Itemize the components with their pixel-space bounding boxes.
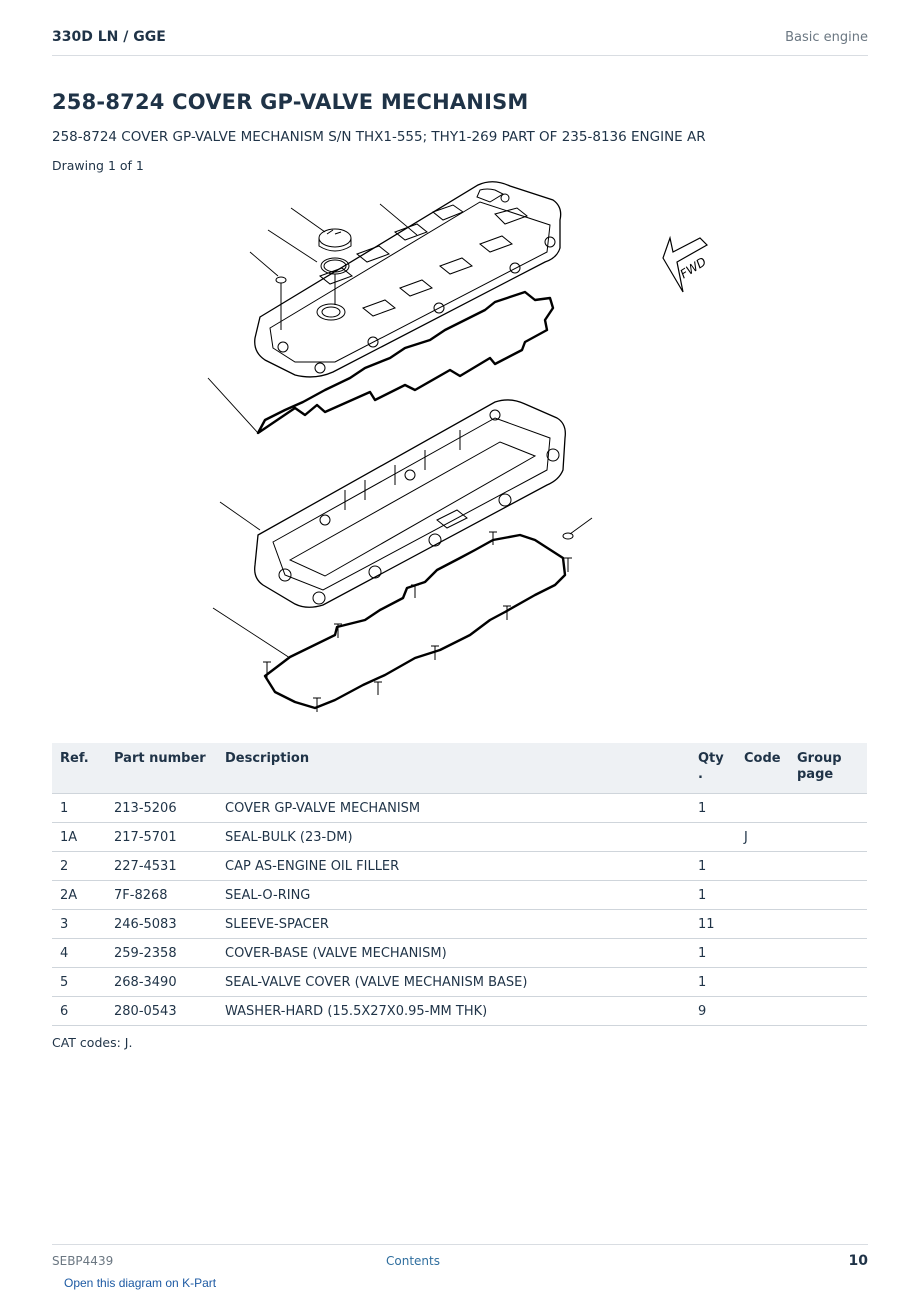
cell-code [736, 881, 789, 910]
cell-group-page [789, 823, 867, 852]
page-number: 10 [848, 1253, 868, 1269]
exploded-parts-diagram [195, 180, 735, 720]
cell-part-number: 217-5701 [106, 823, 217, 852]
cell-code [736, 794, 789, 823]
cell-qty: 9 [690, 997, 736, 1026]
table-row [52, 852, 867, 881]
table-row [52, 910, 867, 939]
cell-code [736, 910, 789, 939]
parts-table [52, 743, 867, 1026]
cell-description: SLEEVE-SPACER [217, 910, 690, 939]
cell-qty: 1 [690, 968, 736, 997]
cell-part-number: 227-4531 [106, 852, 217, 881]
cell-part-number: 7F-8268 [106, 881, 217, 910]
cell-group-page [789, 968, 867, 997]
cover-base-drawing [255, 400, 566, 607]
cell-qty: 1 [690, 794, 736, 823]
col-qty: Qty . [690, 743, 736, 794]
cell-description: CAP AS-ENGINE OIL FILLER [217, 852, 690, 881]
cell-description: COVER-BASE (VALVE MECHANISM) [217, 939, 690, 968]
cell-ref: 6 [52, 997, 106, 1026]
cell-ref: 1 [52, 794, 106, 823]
oil-filler-cap-drawing [319, 229, 351, 305]
cell-ref: 2A [52, 881, 106, 910]
cell-group-page [789, 794, 867, 823]
cell-part-number: 213-5206 [106, 794, 217, 823]
page-subtitle: 258-8724 COVER GP-VALVE MECHANISM S/N THX1-555; THY1-269 PART OF 235-8136 ENGINE AR [52, 129, 706, 145]
studs-drawing [263, 532, 573, 712]
cell-code [736, 852, 789, 881]
cat-codes-note: CAT codes: J. [52, 1035, 133, 1050]
contents-link[interactable]: Contents [386, 1254, 440, 1268]
cell-part-number: 246-5083 [106, 910, 217, 939]
page-footer [52, 1244, 868, 1275]
col-code: Code [736, 743, 789, 794]
lower-gasket-drawing [265, 535, 565, 708]
cell-group-page [789, 939, 867, 968]
col-description: Description [217, 743, 690, 794]
table-row [52, 939, 867, 968]
section-name: Basic engine [785, 30, 868, 45]
cell-qty: 11 [690, 910, 736, 939]
cell-part-number: 268-3490 [106, 968, 217, 997]
cell-code [736, 939, 789, 968]
cell-ref: 3 [52, 910, 106, 939]
table-header-row [52, 743, 867, 794]
drawing-count: Drawing 1 of 1 [52, 158, 144, 173]
cell-group-page [789, 910, 867, 939]
cell-code: J [736, 823, 789, 852]
cell-ref: 2 [52, 852, 106, 881]
cell-description: SEAL-BULK (23-DM) [217, 823, 690, 852]
cell-description: COVER GP-VALVE MECHANISM [217, 794, 690, 823]
table-row [52, 997, 867, 1026]
page-title: 258-8724 COVER GP-VALVE MECHANISM [52, 90, 529, 114]
cell-qty: 1 [690, 881, 736, 910]
cell-code [736, 997, 789, 1026]
model-breadcrumb: 330D LN / GGE [52, 29, 166, 45]
cell-ref: 4 [52, 939, 106, 968]
cell-group-page [789, 997, 867, 1026]
cell-description: SEAL-O-RING [217, 881, 690, 910]
leader-lines [208, 204, 592, 658]
col-part-number: Part number [106, 743, 217, 794]
spacer-bolt-drawing [276, 277, 286, 330]
cell-group-page [789, 852, 867, 881]
cell-qty: 1 [690, 852, 736, 881]
open-in-kpart-link[interactable]: Open this diagram on K-Part [64, 1276, 217, 1290]
cell-part-number: 259-2358 [106, 939, 217, 968]
cell-qty [690, 823, 736, 852]
page-header [52, 28, 868, 56]
cell-ref: 1A [52, 823, 106, 852]
table-row [52, 881, 867, 910]
cell-part-number: 280-0543 [106, 997, 217, 1026]
col-group-page: Group page [789, 743, 867, 794]
table-row [52, 823, 867, 852]
table-row [52, 968, 867, 997]
cell-description: SEAL-VALVE COVER (VALVE MECHANISM BASE) [217, 968, 690, 997]
cell-description: WASHER-HARD (15.5X27X0.95-MM THK) [217, 997, 690, 1026]
cell-code [736, 968, 789, 997]
table-row [52, 794, 867, 823]
cell-ref: 5 [52, 968, 106, 997]
fwd-label: FWD [677, 254, 709, 282]
document-id: SEBP4439 [52, 1254, 114, 1268]
cell-group-page [789, 881, 867, 910]
col-ref: Ref. [52, 743, 106, 794]
cell-qty: 1 [690, 939, 736, 968]
